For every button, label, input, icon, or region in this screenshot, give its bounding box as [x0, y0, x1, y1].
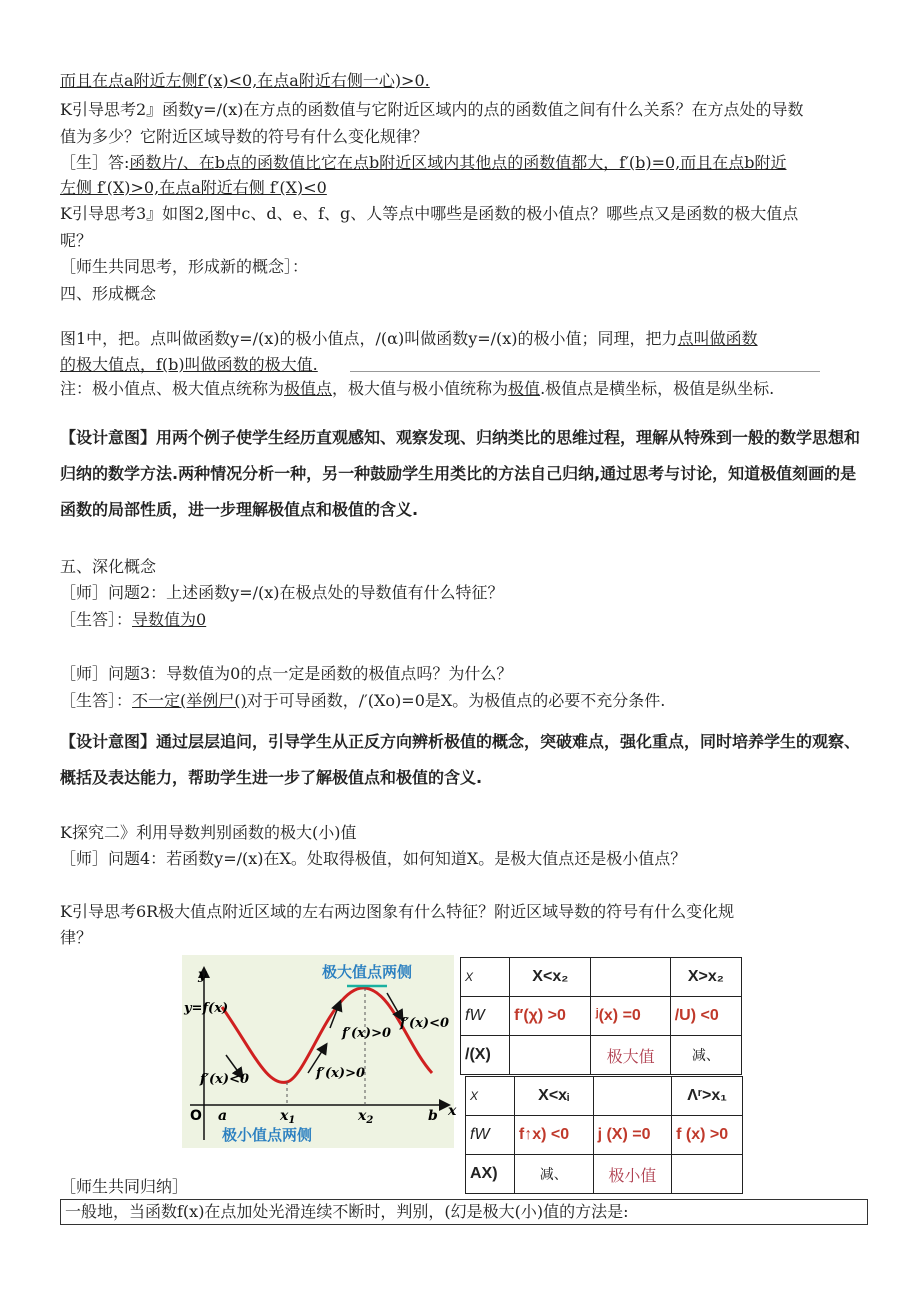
table-cell: f (x) >0	[672, 1116, 743, 1155]
answer-2: ［生答］：导数值为0	[60, 610, 207, 629]
table-cell: /U) <0	[670, 997, 741, 1036]
table-cell: f↑x) <0	[514, 1116, 593, 1155]
table-cell: X>x₂	[670, 958, 741, 997]
func-label: y=f(x)	[184, 1001, 229, 1016]
deriv-label: f′(x)<0	[400, 1016, 450, 1031]
question-3: ［师］问题3：导数值为0的点一定是函数的极值点吗？为什么？	[60, 664, 513, 683]
text-line: K引导思考2』函数y=/(x)在方点的函数值与它附近区域内的点的函数值之间有什么关系？在方点处的导数	[60, 100, 804, 119]
answer-3: ［生答］：不一定(举例尸()对于可导函数，/′(Xo)=0是X。为极值点的必要不充分条件.	[60, 691, 666, 710]
text-line: 注：极小值点、极大值点统称为极值点，极大值与极小值统称为极值.极值点是横坐标，极值是纵坐标.	[60, 379, 775, 398]
table-cell: fW	[466, 1116, 515, 1155]
deriv-label: f′(x)>0	[342, 1026, 392, 1041]
tick-b: b	[428, 1108, 438, 1124]
min-table	[465, 1076, 743, 1194]
explore-title: K探究二》利用导数判别函数的极大(小)值	[60, 823, 357, 842]
table-cell: j (X) =0	[593, 1116, 672, 1155]
text-line: ［生］答:函数片/、在b点的函数值比它在点b附近区域内其他点的函数值都大，f′(b)=0,而且在点b附近	[60, 153, 787, 172]
design-intent-2: 【设计意图】通过层层追问，引导学生从正反方向辨析极值的概念，突破难点，强化重点，同时培养学生的观察、概括及表达能力，帮助学生进一步了解极值点和极值的含义.	[60, 732, 861, 787]
table-row	[466, 1077, 743, 1116]
design-intent-1: 【设计意图】用两个例子使学生经历直观感知、观察发现、归纳类比的思维过程，理解从特殊到一般的数学思想和归纳的数学方法.两种情况分析一种，另一种鼓励学生用类比的方法自己归纳,通过思考与讨论，知道极值刻画的是函数的局部性质，进一步理解极值点和极值的含义.	[60, 428, 861, 519]
text-line: 呢？	[60, 231, 93, 250]
table-cell: X	[461, 958, 510, 997]
text-line: ［师生共同思考，形成新的概念］：	[60, 257, 309, 276]
tick-x1: $x_1$	[280, 1108, 296, 1126]
x-label: x	[448, 1103, 457, 1119]
function-graph	[182, 955, 457, 1148]
table-cell: fW	[461, 997, 510, 1036]
table-cell: X	[466, 1077, 515, 1116]
table-row	[461, 1036, 742, 1075]
question-4: ［师］问题4：若函数y=/(x)在X。处取得极值，如何知道X。是极大值点还是极小值点？	[60, 849, 687, 868]
summary-label: ［师生共同归纳］	[60, 1177, 189, 1196]
section-heading: 五、深化概念	[60, 557, 157, 576]
table-cell: AX)	[466, 1155, 515, 1194]
table-row	[461, 958, 742, 997]
table-row	[466, 1116, 743, 1155]
min-label: 极小值点两侧	[222, 1126, 313, 1144]
y-label: y	[198, 967, 207, 983]
table-cell: ʲ(x) =0	[591, 997, 670, 1036]
table-row	[466, 1155, 743, 1194]
table-cell	[591, 958, 670, 997]
table-row	[461, 997, 742, 1036]
text-line: 值为多少？它附近区域导数的符号有什么变化规律？	[60, 127, 429, 146]
table-cell: Λʳ>x₁	[672, 1077, 743, 1116]
table-cell: /(X)	[461, 1036, 510, 1075]
table-cell: 极大值	[591, 1036, 670, 1075]
max-table	[460, 957, 742, 1075]
max-label: 极大值点两侧	[322, 963, 413, 981]
text-line: 左侧 f′(X)>0,在点a附近右侧 f′(X)<0	[60, 178, 327, 197]
table-cell: 减、	[514, 1155, 593, 1194]
guide-6: K引导思考6R极大值点附近区域的左右两边图象有什么特征？附近区域导数的符号有什么变化规	[60, 902, 735, 921]
table-cell	[672, 1155, 743, 1194]
origin-label: O	[190, 1108, 202, 1124]
table-cell: 极小值	[593, 1155, 672, 1194]
tick-x2: $x_2$	[358, 1108, 374, 1126]
section-heading: 四、形成概念	[60, 284, 157, 303]
question-2: ［师］问题2：上述函数y=/(x)在极点处的导数值有什么特征？	[60, 583, 504, 602]
table-cell	[593, 1077, 672, 1116]
table-cell: X<x₂	[510, 958, 591, 997]
divider	[350, 371, 820, 372]
text-line: K引导思考3』如图2,图中c、d、e、f、g、人等点中哪些是函数的极小值点？哪些点又是函数的极大值点	[60, 204, 799, 223]
text-line: 图1中，把。点叫做函数y=/(x)的极小值点，/(α)叫做函数y=/(x)的极小值；同理，把力点叫做函数	[60, 329, 758, 348]
deriv-label: f′(x)>0	[316, 1066, 366, 1081]
table-cell: 减、	[670, 1036, 741, 1075]
text-line: 的极大值点，f(b)叫做函数的极大值.	[60, 355, 318, 374]
table-cell: f′(χ) >0	[510, 997, 591, 1036]
text-line: 而且在点a附近左侧f′(x)<0,在点a附近右侧一心)>0.	[60, 71, 430, 90]
tick-a: a	[218, 1108, 228, 1124]
summary-box: 一般地，当函数f(x)在点加处光滑连续不断时，判别，(幻是极大(小)值的方法是:	[60, 1199, 868, 1225]
deriv-label: f′(x)<0	[200, 1072, 250, 1087]
table-cell	[510, 1036, 591, 1075]
guide-6-cont: 律？	[60, 928, 93, 947]
table-cell: X<xᵢ	[514, 1077, 593, 1116]
